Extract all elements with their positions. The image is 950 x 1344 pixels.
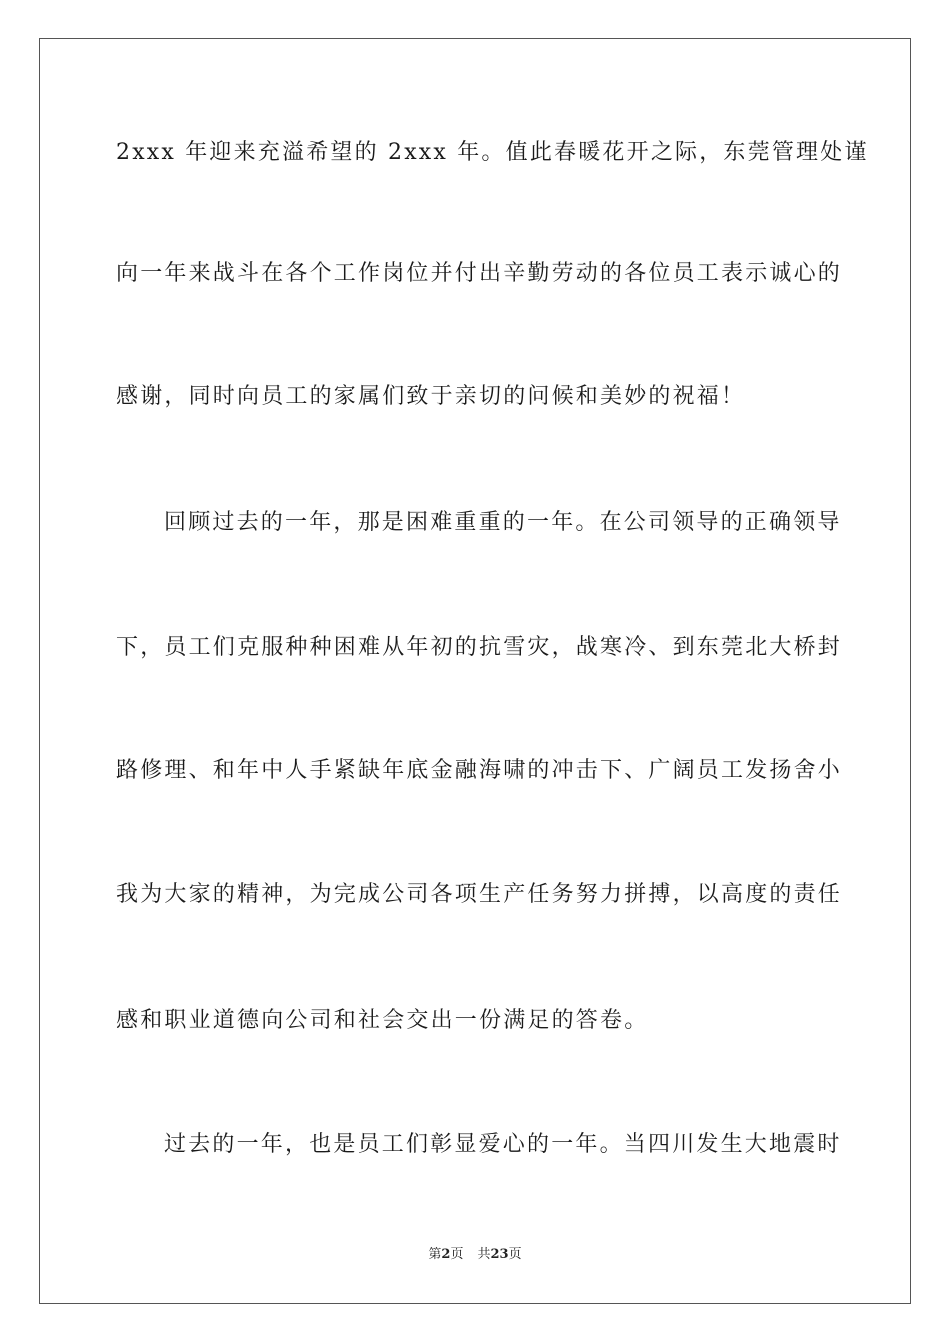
paragraph-line: 回顾过去的一年，那是困难重重的一年。在公司领导的正确领导 <box>164 510 842 535</box>
page-suffix: 页 <box>450 1247 464 1262</box>
page-prefix: 第 <box>428 1247 442 1262</box>
paragraph-line: 我为大家的精神，为完成公司各项生产任务努力拼搏，以高度的责任 <box>116 882 843 907</box>
paragraph-line: 向一年来战斗在各个工作岗位并付出辛勤劳动的各位员工表示诚心的 <box>116 261 843 286</box>
page-footer <box>0 1246 950 1264</box>
total-prefix: 共 <box>477 1247 491 1262</box>
total-suffix: 页 <box>508 1247 522 1262</box>
paragraph-line: 感和职业道德向公司和社会交出一份满足的答卷。 <box>116 1008 649 1033</box>
page-number: 2 <box>441 1247 451 1262</box>
paragraph-line: 过去的一年，也是员工们彰显爱心的一年。当四川发生大地震时 <box>164 1132 842 1157</box>
paragraph-line: 路修理、和年中人手紧缺年底金融海啸的冲击下、广阔员工发扬舍小 <box>116 758 843 783</box>
total-pages: 23 <box>490 1247 509 1262</box>
paragraph-line: 下，员工们克服种种困难从年初的抗雪灾，战寒冷、到东莞北大桥封 <box>116 635 843 660</box>
paragraph-line: 感谢，同时向员工的家属们致于亲切的问候和美妙的祝福！ <box>116 384 746 409</box>
paragraph-line: 2xxx 年迎来充溢希望的 2xxx 年。值此春暖花开之际，东莞管理处谨 <box>116 140 869 165</box>
page-frame <box>39 38 911 1304</box>
